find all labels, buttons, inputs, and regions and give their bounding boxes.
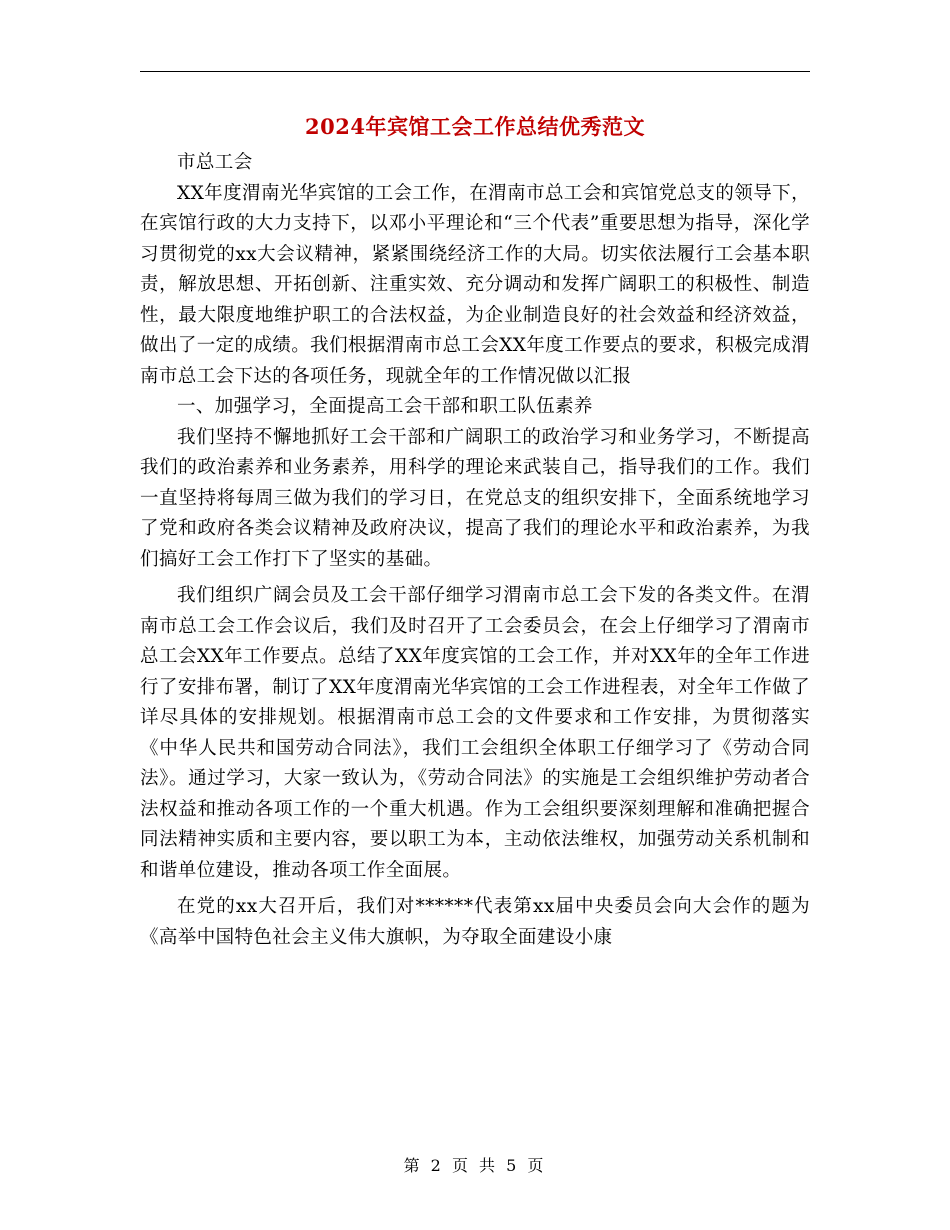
page-number: 第 2 页 共 5 页	[403, 1156, 547, 1175]
header-rule	[140, 71, 810, 72]
paragraph-congress: 在党的xx大召开后，我们对******代表第xx届中央委员会向大会作的题为《高举中国特色社会主义伟大旗帜，为夺取全面建设小康	[140, 896, 810, 948]
paragraph-addressee: 市总工会	[177, 152, 253, 173]
paragraph-documents: 我们组织广阔会员及工会干部仔细学习渭南市总工会下发的各类文件。在渭南市总工会工作会议后，我们及时召开了工会委员会，在会上仔细学习了渭南市总工会XX年工作要点。总结了XX年度宾馆的工会工作，并对XX年的全年工作进行了安排布署，制订了XX年度渭南光华宾馆的工会工作进程表，对全年工作做了详尽具体的安排规划。根据渭南市总工会的文件要求和工作安排，为贯彻落实《中华人民共和国劳动合同法》，我们工会组织全体职工仔细学习了《劳动合同法》。通过学习，大家一致认为，《劳动合同法》的实施是工会组织维护劳动者合法权益和推动各项工作的一个重大机遇。作为工会组织要深刻理解和准确把握合同法精神实质和主要内容，要以职工为本，主动依法维权，加强劳动关系机制和和谐单位建设，推动各项工作全面展。	[140, 585, 810, 881]
document-title: 2024年宾馆工会工作总结优秀范文	[305, 114, 645, 139]
document-body	[140, 148, 810, 953]
paragraph-intro: XX年度渭南光华宾馆的工会工作，在渭南市总工会和宾馆党总支的领导下，在宾馆行政的大力支持下，以邓小平理论和“三个代表”重要思想为指导，深化学习贯彻党的xx大会议精神，紧紧围绕经济工作的大局。切实依法履行工会基本职责，解放思想、开拓创新、注重实效、充分调动和发挥广阔职工的积极性、制造性，最大限度地维护职工的合法权益，为企业制造良好的社会效益和经济效益，做出了一定的成绩。我们根据渭南市总工会XX年度工作要点的要求，积极完成渭南市总工会下达的各项任务，现就全年的工作情况做以汇报	[140, 182, 810, 387]
paragraph-study: 我们坚持不懈地抓好工会干部和广阔职工的政治学习和业务学习，不断提高我们的政治素养和业务素养，用科学的理论来武装自己，指导我们的工作。我们一直坚持将每周三做为我们的学习日，在党总支的组织安排下，全面系统地学习了党和政府各类会议精神及政府决议，提高了我们的理论水平和政治素养，为我们搞好工会工作打下了坚实的基础。	[140, 426, 810, 570]
section-heading-1: 一、加强学习，全面提高工会干部和职工队伍素养	[177, 396, 593, 417]
